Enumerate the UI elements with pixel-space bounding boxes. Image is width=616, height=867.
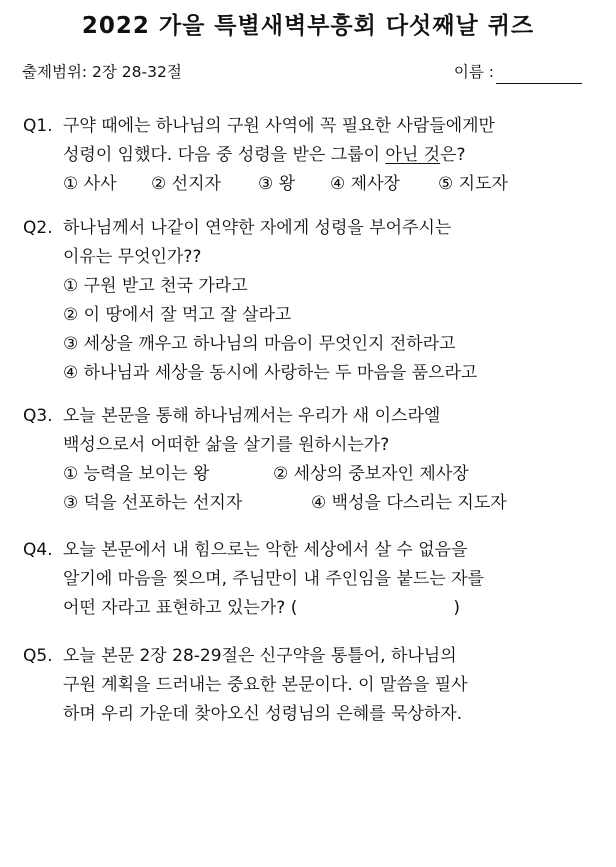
option: ① 사사 xyxy=(63,174,117,194)
question-text: 오늘 본문을 통해 하나님께서는 우리가 새 이스라엘 xyxy=(63,406,441,426)
page-title: 2022 가을 특별새벽부흥회 다섯째날 퀴즈 xyxy=(81,13,535,39)
question-text: 알기에 마음을 찢으며, 주님만이 내 주인임을 붙드는 자를 xyxy=(63,569,484,589)
name-label: 이름 : xyxy=(453,63,494,81)
question-text: ) xyxy=(453,598,460,618)
exam-range: 출제범위: 2장 28-32절 xyxy=(22,63,182,81)
question-2 xyxy=(23,214,598,388)
option: ④ 제사장 xyxy=(330,174,400,194)
question-text: 성령이 임했다. 다음 중 성령을 받은 그룹이 xyxy=(63,145,386,165)
question-text: 이유는 무엇인가?? xyxy=(63,247,202,267)
option: ③ 세상을 깨우고 하나님의 마음이 무엇인지 전하라고 xyxy=(63,334,456,354)
question-number: Q1. xyxy=(23,116,53,136)
emphasis-underlined: 아닌 것 xyxy=(385,145,441,165)
option: ① 능력을 보이는 왕 xyxy=(63,464,210,484)
meta-row xyxy=(22,60,582,84)
option: ① 구원 받고 천국 가라고 xyxy=(63,276,248,296)
question-3 xyxy=(23,402,598,518)
name-blank-line xyxy=(496,64,582,84)
options-row xyxy=(23,460,598,489)
question-text: 오늘 본문에서 내 힘으로는 악한 세상에서 살 수 없음을 xyxy=(63,540,468,560)
option: ③ 덕을 선포하는 선지자 xyxy=(63,493,243,513)
question-number: Q5. xyxy=(23,646,53,666)
question-5 xyxy=(23,642,598,729)
question-text: 구약 때에는 하나님의 구원 사역에 꼭 필요한 사람들에게만 xyxy=(63,116,495,136)
option: ② 세상의 중보자인 제사장 xyxy=(273,464,469,484)
question-1 xyxy=(23,112,598,199)
option: ⑤ 지도자 xyxy=(438,174,508,194)
question-text: 백성으로서 어떠한 삶을 살기를 원하시는가? xyxy=(63,435,390,455)
options-row xyxy=(23,489,598,518)
options-row xyxy=(23,170,598,199)
option: ④ 백성을 다스리는 지도자 xyxy=(311,493,507,513)
option: ④ 하나님과 세상을 동시에 사랑하는 두 마음을 품으라고 xyxy=(63,363,478,383)
question-4 xyxy=(23,536,598,623)
question-text: 오늘 본문 2장 28-29절은 신구약을 통틀어, 하나님의 xyxy=(63,646,457,666)
question-text: 은? xyxy=(440,145,466,165)
question-text: 하나님께서 나같이 연약한 자에게 성령을 부어주시는 xyxy=(63,218,452,238)
question-text: 어떤 자라고 표현하고 있는가? ( xyxy=(63,598,298,618)
question-number: Q2. xyxy=(23,218,53,238)
question-number: Q4. xyxy=(23,540,53,560)
option: ② 선지자 xyxy=(151,174,221,194)
option: ③ 왕 xyxy=(258,174,296,194)
question-number: Q3. xyxy=(23,406,53,426)
question-text: 하며 우리 가운데 찾아오신 성령님의 은혜를 묵상하자. xyxy=(63,704,463,724)
question-text: 구원 계획을 드러내는 중요한 본문이다. 이 말씀을 필사 xyxy=(63,675,468,695)
name-field xyxy=(454,60,582,84)
option: ② 이 땅에서 잘 먹고 잘 살라고 xyxy=(63,305,292,325)
